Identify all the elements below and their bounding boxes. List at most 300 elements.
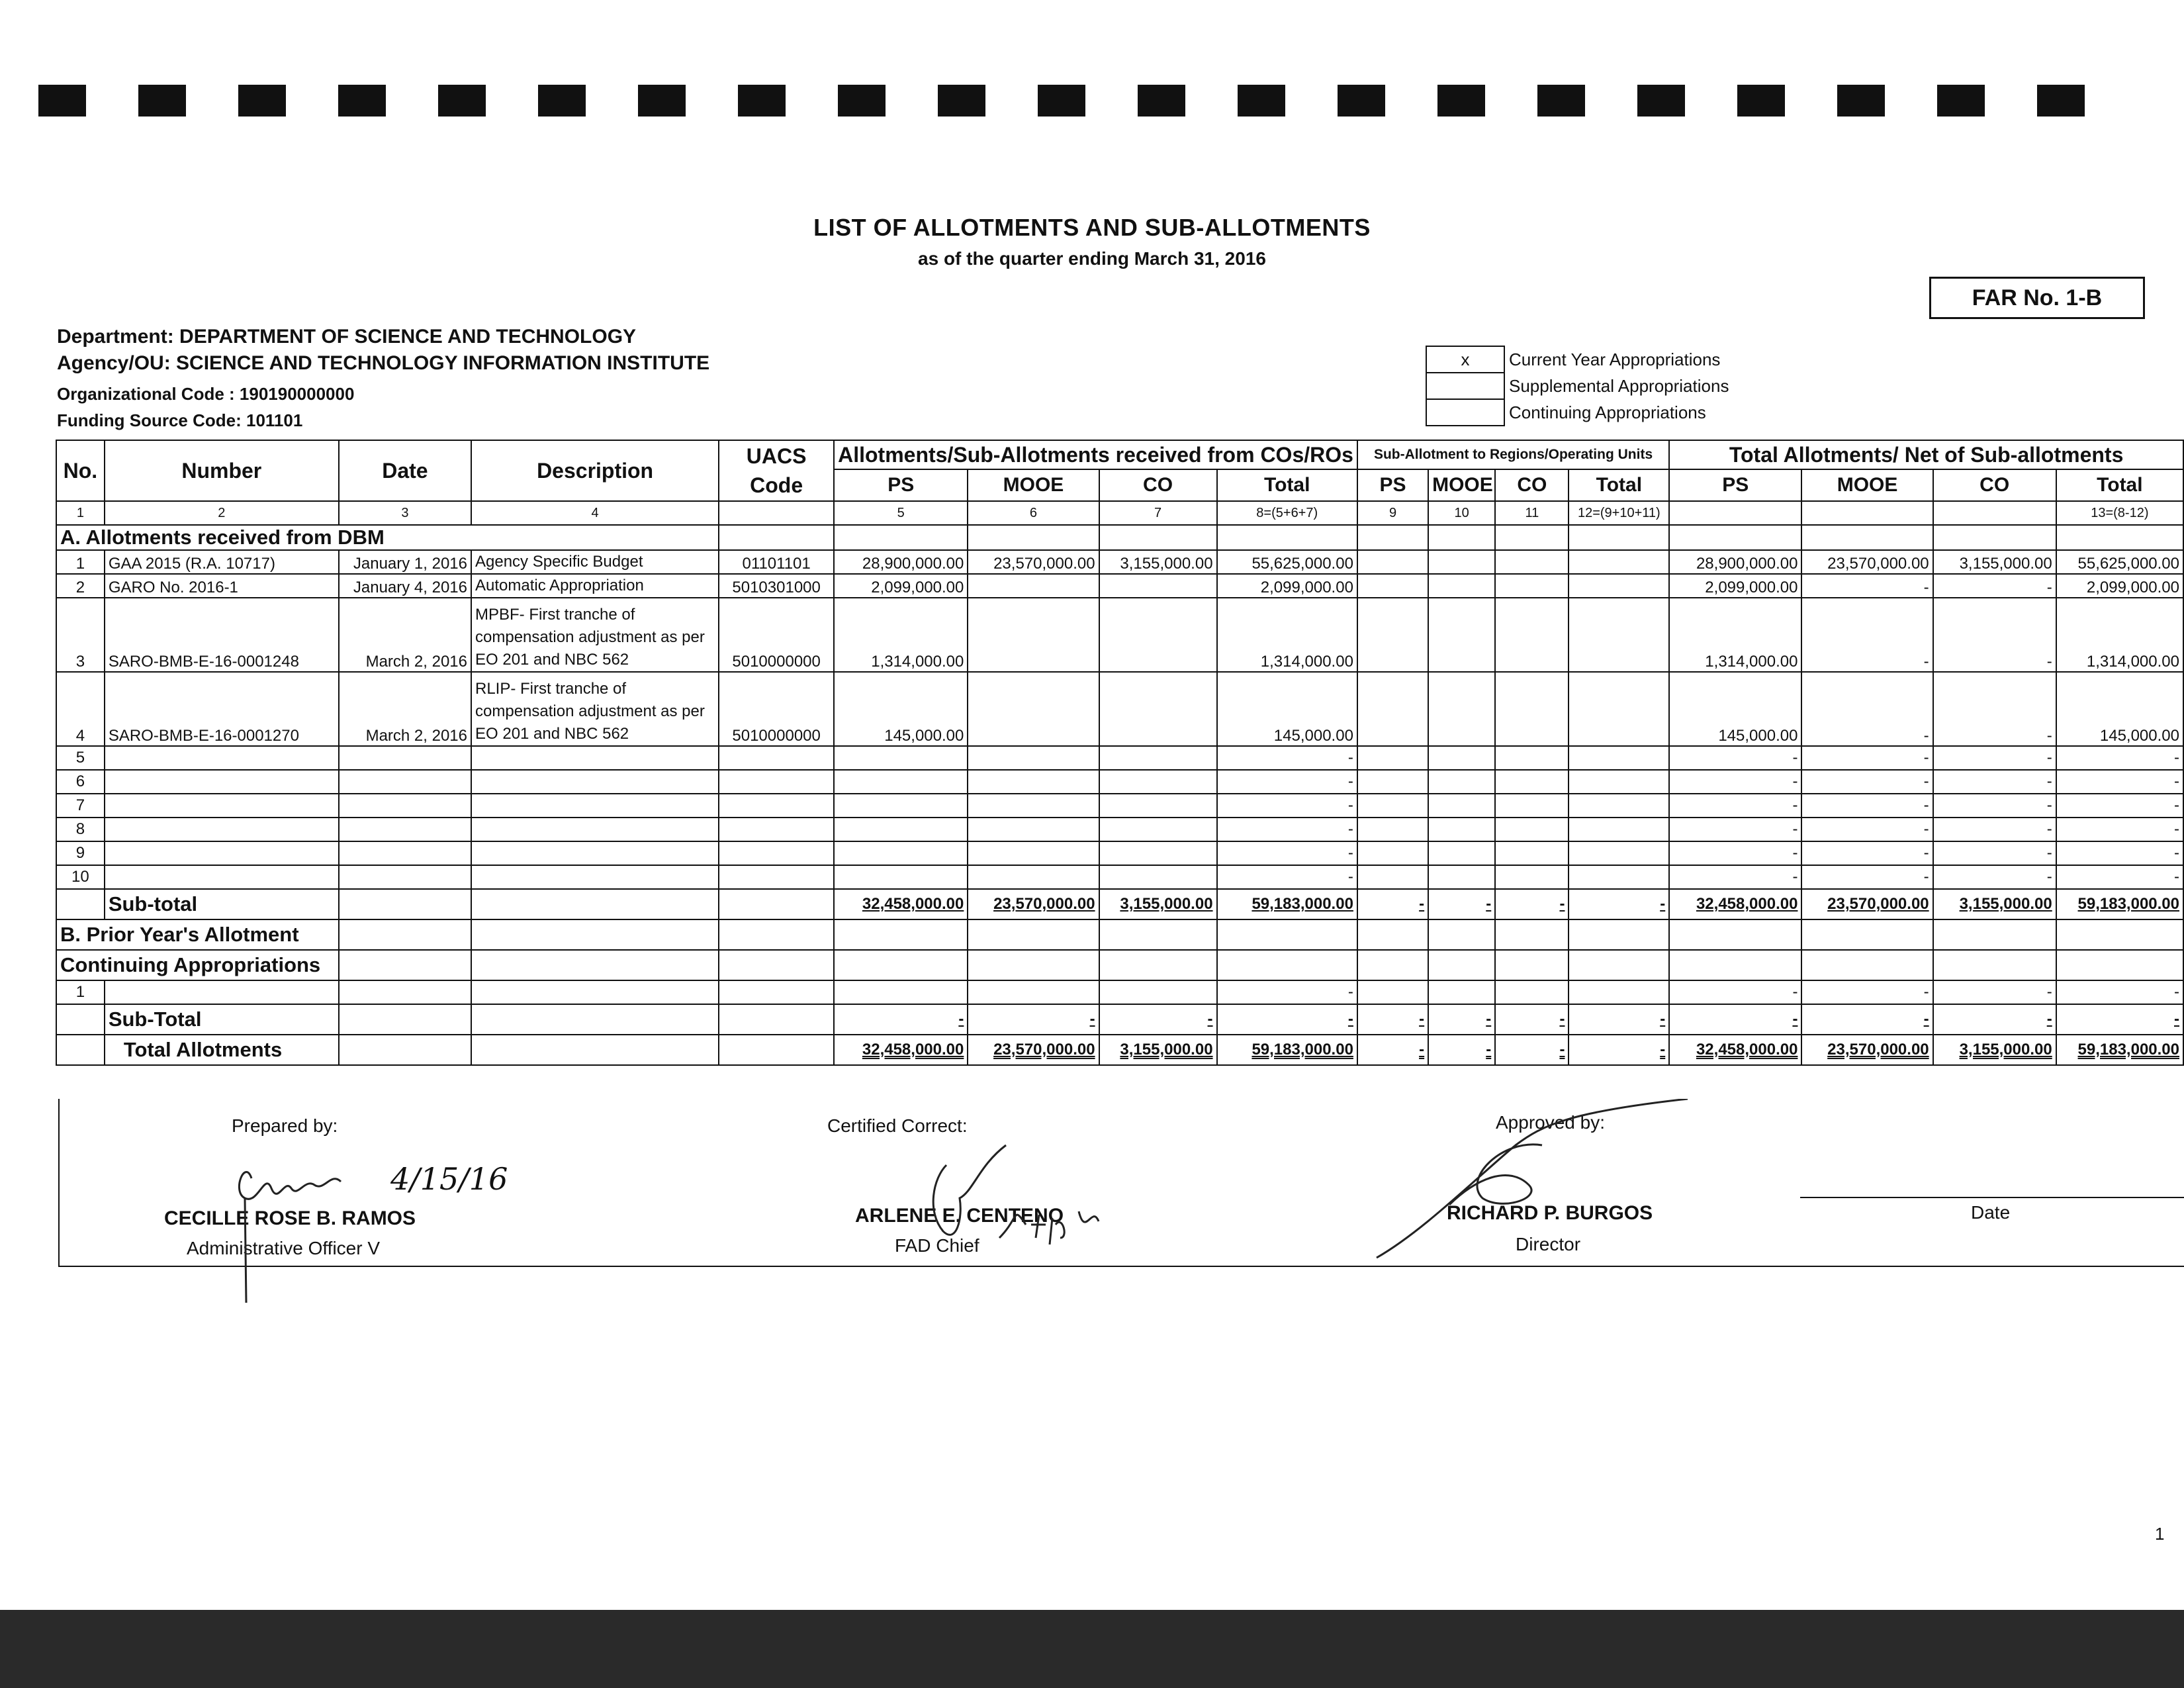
- amount-s-mooe: -: [1428, 889, 1495, 919]
- empty-cell: [1217, 919, 1357, 950]
- empty-cell: [105, 818, 339, 841]
- table-header: [56, 440, 2183, 525]
- amount-s-ps: [1357, 550, 1428, 574]
- empty-cell: [471, 818, 719, 841]
- amount-s-total: [1569, 598, 1669, 672]
- empty-cell: [719, 889, 834, 919]
- empty-cell: [1933, 919, 2056, 950]
- binder-hole: [938, 85, 985, 117]
- table-row: [56, 770, 2183, 794]
- approp-continuing: [1426, 399, 1729, 426]
- empty-cell: [2056, 919, 2183, 950]
- table-row: [56, 672, 2183, 746]
- empty-cell: [834, 818, 968, 841]
- table-row: [56, 598, 2183, 672]
- agency-label: Agency/OU: SCIENCE AND TECHNOLOGY INFORMATION INSTITUTE: [57, 352, 710, 374]
- empty-cell: [1495, 841, 1569, 865]
- allotment-date: March 2, 2016: [339, 598, 471, 672]
- amount-ps: 32,458,000.00: [834, 1035, 968, 1065]
- binder-hole: [638, 85, 686, 117]
- empty-cell: [2056, 950, 2183, 980]
- binder-holes: [0, 85, 2184, 118]
- empty-cell: [968, 770, 1099, 794]
- empty-cell: [1099, 746, 1217, 770]
- empty-cell: [1428, 746, 1495, 770]
- empty-cell: [968, 919, 1099, 950]
- total-label: Sub-total: [105, 889, 339, 919]
- amount-co: [1099, 672, 1217, 746]
- allotment-description: Automatic Appropriation: [471, 574, 719, 598]
- empty-cell: [1099, 770, 1217, 794]
- empty-cell: [1495, 794, 1569, 818]
- empty-cell: [968, 818, 1099, 841]
- empty-cell: [1569, 770, 1669, 794]
- amount-total: 59,183,000.00: [1217, 1035, 1357, 1065]
- amount-mooe: [968, 598, 1099, 672]
- empty-cell: [1099, 818, 1217, 841]
- row-number: 10: [56, 865, 105, 889]
- empty-cell: [834, 950, 968, 980]
- table-row: [56, 818, 2183, 841]
- amount-t-ps: -: [1669, 746, 1801, 770]
- amount-t-ps: -: [1669, 794, 1801, 818]
- empty-cell: [471, 919, 719, 950]
- amount-s-total: [1569, 550, 1669, 574]
- page-subtitle: as of the quarter ending March 31, 2016: [918, 248, 1266, 269]
- empty-cell: [1357, 841, 1428, 865]
- allotment-number: GAA 2015 (R.A. 10717): [105, 550, 339, 574]
- amount-t-co: -: [1933, 770, 2056, 794]
- allotment-date: January 4, 2016: [339, 574, 471, 598]
- amount-ps: 1,314,000.00: [834, 598, 968, 672]
- amount-t-co: -: [1933, 841, 2056, 865]
- amount-total: 145,000.00: [1217, 672, 1357, 746]
- binder-hole: [238, 85, 286, 117]
- col-header-date: Date: [339, 440, 471, 501]
- empty-cell: [968, 980, 1099, 1004]
- prepared-by-label: Prepared by:: [232, 1115, 338, 1136]
- empty-cell: [339, 865, 471, 889]
- binder-hole: [1437, 85, 1485, 117]
- empty-cell: [1569, 865, 1669, 889]
- table-row: [56, 841, 2183, 865]
- amount-s-co: [1495, 598, 1569, 672]
- col-header-net-co: CO: [1933, 469, 2056, 501]
- amount-total: -: [1217, 1004, 1357, 1035]
- amount-s-co: [1495, 672, 1569, 746]
- amount-ps: -: [834, 1004, 968, 1035]
- empty-cell: [719, 746, 834, 770]
- amount-t-total: -: [2056, 818, 2183, 841]
- allotment-date: March 2, 2016: [339, 672, 471, 746]
- amount-t-mooe: -: [1801, 865, 1933, 889]
- section-a-heading: A. Allotments received from DBM: [56, 525, 719, 550]
- col-num: [1669, 501, 1801, 525]
- allotment-description: Agency Specific Budget: [471, 550, 719, 574]
- empty-cell: [1569, 950, 1669, 980]
- empty-cell: [1669, 950, 1801, 980]
- empty-cell: [339, 980, 471, 1004]
- empty-cell: [471, 865, 719, 889]
- empty-cell: [471, 746, 719, 770]
- amount-t-mooe: -: [1801, 598, 1933, 672]
- empty-cell: [1099, 980, 1217, 1004]
- amount-t-mooe: 23,570,000.00: [1801, 1035, 1933, 1065]
- section-b-heading: [56, 919, 2183, 950]
- empty-cell: [1569, 919, 1669, 950]
- empty-cell: [1428, 770, 1495, 794]
- amount-co: 3,155,000.00: [1099, 889, 1217, 919]
- table-row: [56, 980, 2183, 1004]
- empty-cell: [105, 746, 339, 770]
- empty-cell: [719, 770, 834, 794]
- amount-t-co: 3,155,000.00: [1933, 889, 2056, 919]
- amount-t-co: -: [1933, 672, 2056, 746]
- empty-cell: [1569, 841, 1669, 865]
- empty-cell: [968, 841, 1099, 865]
- col-header-no: No.: [56, 440, 105, 501]
- amount-t-total: 59,183,000.00: [2056, 1035, 2183, 1065]
- empty-cell: [968, 794, 1099, 818]
- col-num: 4: [471, 501, 719, 525]
- empty-cell: [471, 1004, 719, 1035]
- amount-total: -: [1217, 770, 1357, 794]
- empty-cell: [339, 950, 471, 980]
- binder-hole: [1238, 85, 1285, 117]
- row-number: 3: [56, 598, 105, 672]
- amount-t-mooe: -: [1801, 746, 1933, 770]
- amount-t-total: -: [2056, 841, 2183, 865]
- total-label: Sub-Total: [105, 1004, 339, 1035]
- empty-cell: [339, 746, 471, 770]
- empty-cell: [339, 1004, 471, 1035]
- allotment-number: GARO No. 2016-1: [105, 574, 339, 598]
- amount-s-co: -: [1495, 1035, 1569, 1065]
- amount-t-mooe: 23,570,000.00: [1801, 889, 1933, 919]
- row-number: 6: [56, 770, 105, 794]
- amount-t-total: -: [2056, 980, 2183, 1004]
- amount-t-ps: -: [1669, 865, 1801, 889]
- col-header-sub-mooe: MOOE: [1428, 469, 1495, 501]
- empty-cell: [834, 746, 968, 770]
- empty-cell: [1428, 919, 1495, 950]
- amount-s-ps: -: [1357, 889, 1428, 919]
- amount-t-co: 3,155,000.00: [1933, 1035, 2056, 1065]
- amount-ps: 28,900,000.00: [834, 550, 968, 574]
- continuing-appropriations-heading: [56, 950, 2183, 980]
- empty-cell: [1428, 980, 1495, 1004]
- amount-t-total: 1,314,000.00: [2056, 598, 2183, 672]
- prepared-by-title: Administrative Officer V: [187, 1238, 381, 1258]
- amount-t-ps: -: [1669, 770, 1801, 794]
- amount-s-co: [1495, 550, 1569, 574]
- amount-t-co: -: [1933, 574, 2056, 598]
- amount-s-mooe: -: [1428, 1004, 1495, 1035]
- amount-t-co: -: [1933, 598, 2056, 672]
- amount-s-ps: [1357, 672, 1428, 746]
- row-number: 4: [56, 672, 105, 746]
- amount-t-mooe: 23,570,000.00: [1801, 550, 1933, 574]
- amount-mooe: [968, 574, 1099, 598]
- empty-cell: [719, 1035, 834, 1065]
- empty-cell: [1357, 770, 1428, 794]
- empty-cell: [1099, 950, 1217, 980]
- empty-cell: [834, 770, 968, 794]
- amount-t-mooe: -: [1801, 794, 1933, 818]
- empty-cell: [56, 1004, 105, 1035]
- col-header-total: Total: [1217, 469, 1357, 501]
- empty-cell: [105, 794, 339, 818]
- page-number: 1: [2155, 1524, 2165, 1544]
- empty-cell: [1099, 919, 1217, 950]
- row-number: 8: [56, 818, 105, 841]
- amount-s-total: -: [1569, 1004, 1669, 1035]
- amount-t-mooe: -: [1801, 1004, 1933, 1035]
- amount-t-co: -: [1933, 1004, 2056, 1035]
- empty-cell: [1495, 865, 1569, 889]
- binder-hole: [838, 85, 886, 117]
- col-header-co: CO: [1099, 469, 1217, 501]
- amount-t-ps: -: [1669, 841, 1801, 865]
- amount-ps: 2,099,000.00: [834, 574, 968, 598]
- allotment-number: SARO-BMB-E-16-0001270: [105, 672, 339, 746]
- funding-code-label: Funding Source Code: 101101: [57, 410, 303, 430]
- empty-cell: [1495, 770, 1569, 794]
- empty-cell: [719, 794, 834, 818]
- approved-name: RICHARD P. BURGOS: [1447, 1202, 1653, 1224]
- binder-hole: [1937, 85, 1985, 117]
- approved-by-label: Approved by:: [1496, 1112, 1605, 1133]
- binder-hole: [338, 85, 386, 117]
- empty-cell: [1495, 919, 1569, 950]
- col-num: 7: [1099, 501, 1217, 525]
- table-row: [56, 865, 2183, 889]
- section-b-heading-label: B. Prior Year's Allotment: [56, 919, 339, 950]
- empty-cell: [834, 919, 968, 950]
- col-header-net-ps: PS: [1669, 469, 1801, 501]
- continuing-appropriations-heading-label: Continuing Appropriations: [56, 950, 339, 980]
- empty-cell: [719, 1004, 834, 1035]
- approp-checkbox-current[interactable]: x: [1426, 346, 1504, 373]
- empty-cell: [1428, 950, 1495, 980]
- binder-hole: [138, 85, 186, 117]
- page-title: LIST OF ALLOTMENTS AND SUB-ALLOTMENTS: [813, 214, 1371, 241]
- subtotal-a-row: [56, 889, 2183, 919]
- col-num: 2: [105, 501, 339, 525]
- amount-total: -: [1217, 818, 1357, 841]
- col-header-number: Number: [105, 440, 339, 501]
- amount-t-mooe: -: [1801, 980, 1933, 1004]
- amount-s-mooe: [1428, 672, 1495, 746]
- table-row: [56, 550, 2183, 574]
- approp-supplemental: [1426, 373, 1729, 399]
- col-num: 9: [1357, 501, 1428, 525]
- empty-cell: [1428, 794, 1495, 818]
- empty-cell: [1428, 865, 1495, 889]
- allotment-description: MPBF- First tranche of compensation adjustment as per EO 201 and NBC 562: [471, 598, 719, 672]
- empty-cell: [471, 980, 719, 1004]
- amount-t-co: 3,155,000.00: [1933, 550, 2056, 574]
- amount-s-mooe: -: [1428, 1035, 1495, 1065]
- empty-cell: [719, 841, 834, 865]
- empty-cell: [1428, 818, 1495, 841]
- approp-label-continuing: Continuing Appropriations: [1504, 399, 1729, 426]
- empty-cell: [1357, 746, 1428, 770]
- amount-t-mooe: -: [1801, 770, 1933, 794]
- empty-cell: [1801, 919, 1933, 950]
- approp-checkbox-supplemental[interactable]: [1426, 373, 1504, 399]
- empty-cell: [1428, 841, 1495, 865]
- empty-cell: [105, 865, 339, 889]
- empty-cell: [1495, 950, 1569, 980]
- amount-t-ps: -: [1669, 818, 1801, 841]
- amount-total: 2,099,000.00: [1217, 574, 1357, 598]
- empty-cell: [719, 950, 834, 980]
- allotment-date: January 1, 2016: [339, 550, 471, 574]
- empty-cell: [339, 841, 471, 865]
- amount-t-co: -: [1933, 746, 2056, 770]
- amount-s-co: -: [1495, 1004, 1569, 1035]
- uacs-code: 01101101: [719, 550, 834, 574]
- empty-cell: [339, 889, 471, 919]
- col-num: 13=(8-12): [2056, 501, 2183, 525]
- binder-hole: [1837, 85, 1885, 117]
- row-number: 2: [56, 574, 105, 598]
- col-header-sub-ps: PS: [1357, 469, 1428, 501]
- approved-title: Director: [1516, 1234, 1581, 1254]
- amount-s-total: -: [1569, 1035, 1669, 1065]
- binder-hole: [1537, 85, 1585, 117]
- approp-current: [1426, 346, 1729, 373]
- amount-t-co: -: [1933, 865, 2056, 889]
- amount-t-total: 59,183,000.00: [2056, 889, 2183, 919]
- empty-cell: [56, 889, 105, 919]
- amount-t-mooe: -: [1801, 672, 1933, 746]
- binder-hole: [1338, 85, 1385, 117]
- empty-cell: [834, 841, 968, 865]
- approp-checkbox-continuing[interactable]: [1426, 399, 1504, 426]
- grand-total-row: [56, 1035, 2183, 1065]
- amount-t-total: -: [2056, 770, 2183, 794]
- empty-cell: [339, 1035, 471, 1065]
- amount-t-ps: 32,458,000.00: [1669, 889, 1801, 919]
- empty-cell: [1495, 818, 1569, 841]
- org-code-label: Organizational Code : 190190000000: [57, 384, 355, 404]
- amount-s-mooe: [1428, 550, 1495, 574]
- amount-co: 3,155,000.00: [1099, 1035, 1217, 1065]
- empty-cell: [719, 865, 834, 889]
- empty-cell: [834, 980, 968, 1004]
- empty-cell: [719, 919, 834, 950]
- amount-t-co: -: [1933, 980, 2056, 1004]
- amount-t-ps: -: [1669, 980, 1801, 1004]
- empty-cell: [471, 950, 719, 980]
- empty-cell: [471, 794, 719, 818]
- binder-hole: [1737, 85, 1785, 117]
- row-number: 1: [56, 550, 105, 574]
- amount-s-ps: -: [1357, 1035, 1428, 1065]
- table-row: [56, 746, 2183, 770]
- row-number: 7: [56, 794, 105, 818]
- table-row: [56, 794, 2183, 818]
- col-group-sub-allotment: Sub-Allotment to Regions/Operating Units: [1357, 440, 1669, 469]
- amount-t-ps: 2,099,000.00: [1669, 574, 1801, 598]
- amount-total: -: [1217, 794, 1357, 818]
- amount-t-ps: 32,458,000.00: [1669, 1035, 1801, 1065]
- amount-s-total: [1569, 672, 1669, 746]
- binder-hole: [1637, 85, 1685, 117]
- col-group-total: Total Allotments/ Net of Sub-allotments: [1669, 440, 2183, 469]
- amount-t-mooe: -: [1801, 841, 1933, 865]
- col-header-mooe: MOOE: [968, 469, 1099, 501]
- empty-cell: [339, 919, 471, 950]
- amount-co: [1099, 598, 1217, 672]
- amount-total: 59,183,000.00: [1217, 889, 1357, 919]
- col-num: 1: [56, 501, 105, 525]
- amount-ps: 145,000.00: [834, 672, 968, 746]
- amount-s-total: [1569, 574, 1669, 598]
- amount-t-total: 55,625,000.00: [2056, 550, 2183, 574]
- amount-t-mooe: -: [1801, 818, 1933, 841]
- empty-cell: [1357, 950, 1428, 980]
- col-num: 5: [834, 501, 968, 525]
- empty-cell: [1099, 841, 1217, 865]
- binder-hole: [1038, 85, 1085, 117]
- uacs-code: 5010301000: [719, 574, 834, 598]
- empty-cell: [719, 980, 834, 1004]
- amount-t-total: -: [2056, 746, 2183, 770]
- table-row: [56, 574, 2183, 598]
- empty-cell: [471, 1035, 719, 1065]
- signature-centeno: [920, 1139, 1132, 1258]
- amount-t-ps: -: [1669, 1004, 1801, 1035]
- allotments-table: [56, 440, 2184, 1066]
- signature-burgos: [1370, 1099, 1714, 1264]
- amount-t-total: -: [2056, 865, 2183, 889]
- amount-s-ps: [1357, 574, 1428, 598]
- empty-cell: [56, 1035, 105, 1065]
- amount-co: [1099, 574, 1217, 598]
- empty-cell: [1933, 950, 2056, 980]
- col-num: 10: [1428, 501, 1495, 525]
- col-num: [719, 501, 834, 525]
- certified-name: ARLENE E. CENTENO: [855, 1205, 1064, 1227]
- empty-cell: [1357, 919, 1428, 950]
- amount-total: -: [1217, 746, 1357, 770]
- empty-cell: [105, 770, 339, 794]
- appropriation-type-checklist: [1426, 346, 1729, 426]
- amount-t-co: -: [1933, 794, 2056, 818]
- empty-cell: [834, 865, 968, 889]
- amount-s-ps: [1357, 598, 1428, 672]
- amount-co: 3,155,000.00: [1099, 550, 1217, 574]
- amount-t-total: 2,099,000.00: [2056, 574, 2183, 598]
- department-label: Department: DEPARTMENT OF SCIENCE AND TECHNOLOGY: [57, 326, 637, 348]
- amount-total: 1,314,000.00: [1217, 598, 1357, 672]
- amount-co: -: [1099, 1004, 1217, 1035]
- form-number: FAR No. 1-B: [1929, 277, 2145, 319]
- empty-cell: [105, 980, 339, 1004]
- binder-hole: [738, 85, 786, 117]
- empty-cell: [834, 794, 968, 818]
- allotment-description: RLIP- First tranche of compensation adjustment as per EO 201 and NBC 562: [471, 672, 719, 746]
- empty-cell: [105, 841, 339, 865]
- empty-cell: [1569, 818, 1669, 841]
- col-num: [1801, 501, 1933, 525]
- empty-cell: [471, 841, 719, 865]
- amount-s-ps: -: [1357, 1004, 1428, 1035]
- row-number: 1: [56, 980, 105, 1004]
